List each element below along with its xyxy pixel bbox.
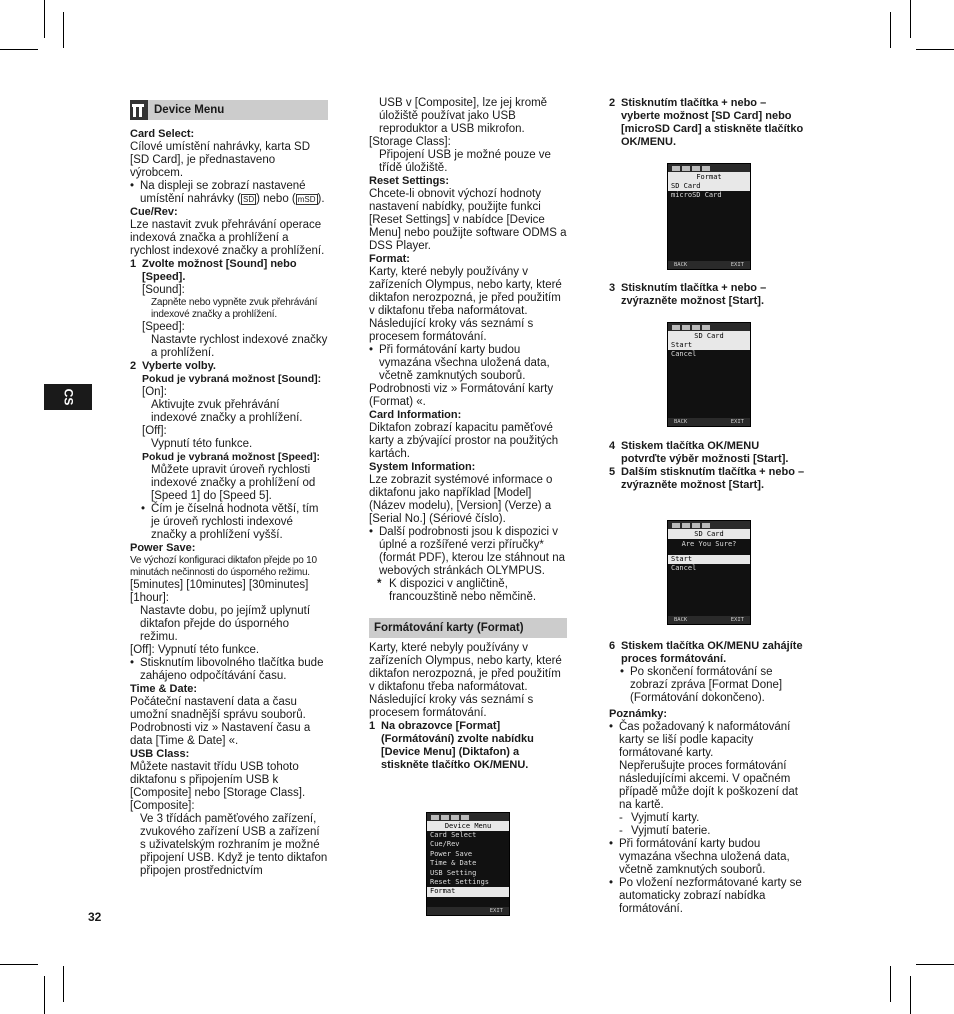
device-screen-device-menu xyxy=(426,812,510,916)
footnote: * K dispozici v angličtině, francouzštině nebo němčině. xyxy=(377,578,567,604)
option-desc: Připojení USB je možné pouze ve třídě úložiště. xyxy=(379,149,551,174)
option-label: [Speed]: xyxy=(142,321,185,333)
menu-item: microSD Card xyxy=(671,191,722,200)
softkey-bar: BACK EXIT xyxy=(668,418,750,426)
middle-column xyxy=(369,97,567,772)
microsd-card-icon: mSD xyxy=(297,195,316,204)
usb-class-heading: USB Class: xyxy=(130,748,190,760)
bullet: • Po skončení formátování se zobrazí zpráva [Format Done] (Formátování dokončeno). xyxy=(620,666,807,705)
menu-item-selected: Start xyxy=(668,555,750,564)
crop-mark xyxy=(890,966,891,1002)
section-title: Formátování karty (Format) xyxy=(374,622,524,634)
option-desc: Nastavte rychlost indexové značky a prohlížení. xyxy=(151,334,328,359)
time-date-heading: Time & Date: xyxy=(130,683,198,695)
option-desc: Vypnutí této funkce. xyxy=(151,438,253,450)
page-number: 32 xyxy=(88,910,102,924)
screen-title: SD Card xyxy=(668,331,750,341)
paragraph: Podrobnosti viz » Formátování karty (Format) «. xyxy=(369,383,554,408)
status-bar xyxy=(668,323,750,331)
paragraph: Lze zobrazit systémové informace o diktafonu jako například [Model] (Název modelu), [Version] (Verze) a [Serial No.] (Sériové číslo). xyxy=(369,474,553,525)
bullet: • Při formátování karty budou vymazána všechna uložená data, včetně zamknutých souborů. xyxy=(609,838,807,877)
option-label: [Composite]: xyxy=(130,800,195,812)
device-screen-format xyxy=(667,163,751,270)
condition: Pokud je vybraná možnost [Sound]: xyxy=(142,373,322,385)
notes-heading: Poznámky: xyxy=(609,708,668,720)
option-desc: Zapněte nebo vypněte zvuk přehrávání indexové značky a prohlížení. xyxy=(151,297,318,320)
paragraph: Můžete nastavit třídu USB tohoto diktafonu s připojením USB k [Composite] nebo [Storage Class]. xyxy=(130,761,306,799)
menu-item: Cue/Rev xyxy=(430,840,460,849)
softkey-bar: BACK EXIT xyxy=(668,261,750,269)
format-heading: Format: xyxy=(369,253,410,265)
option-label: [On]: xyxy=(142,386,167,398)
crop-mark xyxy=(890,12,891,48)
option-label: [Storage Class]: xyxy=(369,136,451,148)
step-2: 2 Stisknutím tlačítka + nebo – vyberte možnost [SD Card] nebo [microSD Card] a stiskněte tlačítko OK/MENU. xyxy=(609,97,804,148)
right-column xyxy=(609,97,807,149)
crop-mark xyxy=(916,49,954,50)
reset-heading: Reset Settings: xyxy=(369,175,450,187)
right-column xyxy=(609,282,807,308)
crop-mark xyxy=(63,966,64,1002)
paragraph: Počáteční nastavení data a času umožní snadnější správu souborů. Podrobnosti viz » Nastavení času a data [Time & Date] «. xyxy=(130,696,311,747)
crop-mark xyxy=(63,12,64,48)
right-column xyxy=(609,440,807,492)
paragraph: Ve výchozí konfiguraci diktafon přejde po 10 minutách nečinnosti do úsporného režimu. xyxy=(130,555,317,578)
left-column xyxy=(130,100,328,878)
step-4: 4 Stiskem tlačítka OK/MENU potvrďte výběr možnosti [Start]. xyxy=(609,440,789,465)
paragraph: Karty, které nebyly používány v zařízeních Olympus, nebo karty, které diktafon nerozpozná, je před použitím v diktafonu třeba naformátovat. Následující kroky vás seznámí s procesem formátování. xyxy=(369,266,562,343)
paragraph: Karty, které nebyly používány v zařízeních Olympus, nebo karty, které diktafon nerozpozná, je před použitím v diktafonu třeba naformátovat. Následující kroky vás seznámí s procesem formátování. xyxy=(369,642,562,719)
cue-rev-heading: Cue/Rev: xyxy=(130,206,178,218)
screen-title: SD Card xyxy=(668,529,750,539)
screen-title: Format xyxy=(668,172,750,182)
menu-item: Cancel xyxy=(671,350,697,359)
menu-item: Card Select xyxy=(430,831,477,839)
menu-item: Power Save xyxy=(430,849,473,858)
option-desc: Ve 3 třídách paměťového zařízení, zvukového zařízení USB a zařízení s uživatelským rozhraním je možné připojení USB. Když je tento diktafon připojen prostřednictvím xyxy=(140,813,328,877)
step-6: 6 Stiskem tlačítka OK/MENU zahájíte proces formátování. xyxy=(609,640,803,665)
menu-item: USB Setting xyxy=(430,868,477,877)
card-info-heading: Card Information: xyxy=(369,409,462,421)
crop-mark xyxy=(44,976,45,1014)
system-info-heading: System Information: xyxy=(369,461,476,473)
dash-item: - Vyjmutí baterie. xyxy=(619,825,807,838)
bullet: • Čím je číselná hodnota větší, tím je úroveň rychlosti indexové značky a prohlížení vyšší. xyxy=(141,503,328,542)
menu-item-selected: Start xyxy=(668,341,750,350)
menu-item: Time & Date xyxy=(430,859,477,868)
step-2: 2 Vyberte volby. xyxy=(130,360,216,372)
step-1: 1 Zvolte možnost [Sound] nebo [Speed]. xyxy=(130,258,297,283)
right-column xyxy=(609,640,807,916)
step-3: 3 Stisknutím tlačítka + nebo – zvýrazněte možnost [Start]. xyxy=(609,282,767,307)
option-label: [Sound]: xyxy=(142,284,185,296)
section-title: Device Menu xyxy=(154,104,225,116)
status-bar xyxy=(668,164,750,172)
crop-mark xyxy=(0,49,38,50)
crop-mark xyxy=(0,964,38,965)
bullet: • Na displeji se zobrazí nastavené umístění nahrávky ( SD ) nebo ( mSD ). xyxy=(130,180,328,206)
device-screen-sd-card xyxy=(667,322,751,427)
device-screen-confirm xyxy=(667,520,751,625)
dash-item: - Vyjmutí karty. xyxy=(619,812,807,825)
status-bar xyxy=(668,521,750,529)
paragraph: Lze nastavit zvuk přehrávání operace indexová značka a prohlížení a rychlost indexové značky a prohlížení. xyxy=(130,219,325,257)
paragraph: Cílové umístění nahrávky, karta SD [SD Card], je přednastaveno výrobcem. xyxy=(130,141,311,179)
screen-prompt: Are You Sure? xyxy=(681,540,737,548)
option-label: [5minutes] [10minutes] [30minutes] [1hour]: xyxy=(130,579,309,604)
bullet: • Další podrobnosti jsou k dispozici v úplné a rozšířené verzi příručky* (formát PDF), kterou lze stáhnout na webových stránkách OLYMPUS. xyxy=(369,526,567,578)
bullet: • Po vložení nezformátované karty se automaticky zobrazí nabídka formátování. xyxy=(609,877,807,916)
paragraph: USB v [Composite], lze jej kromě úložiště používat jako USB reproduktor a USB mikrofon. xyxy=(379,97,548,135)
option-desc: Můžete upravit úroveň rychlosti indexové značky a prohlížení od [Speed 1] do [Speed 5]. xyxy=(151,464,316,502)
menu-item: Cancel xyxy=(671,564,697,573)
paragraph: Diktafon zobrazí kapacitu paměťové karty a zbývající prostor na použitých kartách. xyxy=(369,422,559,460)
paragraph: Nepřerušujte proces formátování následujícími akcemi. V opačném případě může dojít k poškození dat na kartě. xyxy=(619,760,798,811)
bullet: • Stisknutím libovolného tlačítka bude zahájeno odpočítávání času. xyxy=(130,657,328,683)
crop-mark xyxy=(44,0,45,38)
softkey-bar: BACK EXIT xyxy=(668,616,750,624)
sd-card-icon: SD xyxy=(242,195,255,204)
softkey-bar: EXIT xyxy=(427,907,509,915)
status-bar xyxy=(427,813,509,821)
crop-mark xyxy=(910,0,911,38)
menu-item-selected: Format xyxy=(427,887,509,896)
screen-title: Device Menu xyxy=(427,821,509,831)
section-header xyxy=(130,100,328,120)
card-select-heading: Card Select: xyxy=(130,128,195,140)
step-1: 1 Na obrazovce [Format] (Formátování) zvolte nabídku [Device Menu] (Diktafon) a stiskněte tlačítko OK/MENU. xyxy=(369,720,534,771)
crop-mark xyxy=(910,976,911,1014)
option-desc: Aktivujte zvuk přehrávání indexové značky a prohlížení. xyxy=(151,399,303,424)
power-save-heading: Power Save: xyxy=(130,542,196,554)
tool-icon xyxy=(130,100,148,120)
section-header xyxy=(369,618,567,638)
bullet: • Při formátování karty budou vymazána všechna uložená data, včetně zamknutých souborů. xyxy=(369,344,567,383)
option-desc: Nastavte dobu, po jejímž uplynutí diktafon přejde do úsporného režimu. xyxy=(140,605,311,643)
paragraph: Chcete-li obnovit výchozí hodnoty nastavení nabídky, použijte funkci [Reset Settings] v nabídce [Device Menu] nebo použijte software ODMS a DSS Player. xyxy=(369,188,567,252)
menu-item: Reset Settings xyxy=(430,878,490,887)
option-label: [Off]: xyxy=(142,425,167,437)
language-tab: CS xyxy=(44,384,92,410)
step-5: 5 Dalším stisknutím tlačítka + nebo – zvýrazněte možnost [Start]. xyxy=(609,466,805,491)
condition: Pokud je vybraná možnost [Speed]: xyxy=(142,451,320,463)
bullet: • Čas požadovaný k naformátování karty se liší podle kapacity formátované karty. xyxy=(609,721,807,760)
crop-mark xyxy=(916,964,954,965)
menu-item-selected: SD Card xyxy=(668,182,750,191)
option-label: [Off]: Vypnutí této funkce. xyxy=(130,644,260,656)
